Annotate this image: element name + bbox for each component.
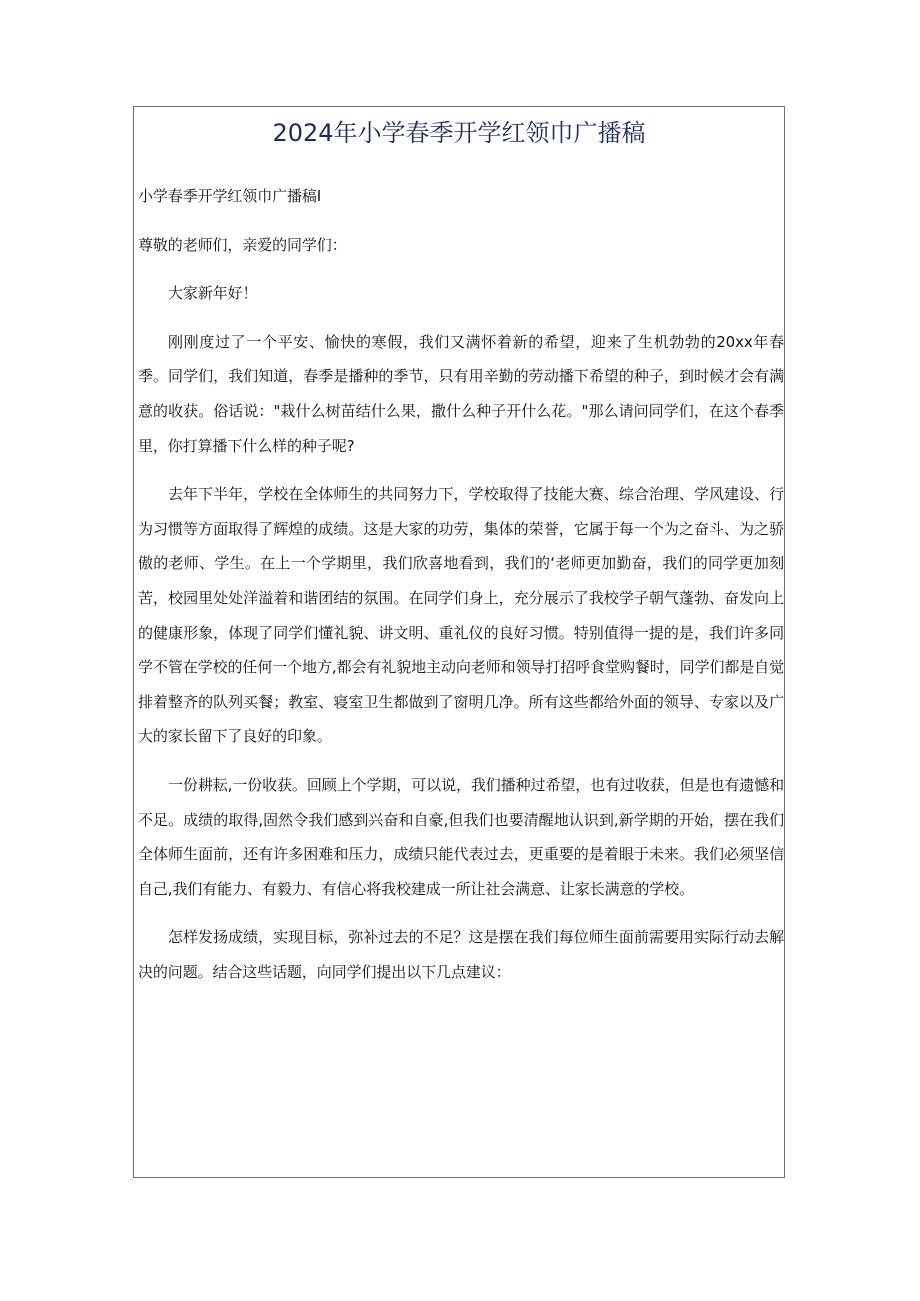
paragraph: 怎样发扬成绩，实现目标，弥补过去的不足？这是摆在我们每位师生面前需要用实际行动去解决的问题。结合这些话题，向同学们提出以下几点建议： <box>138 928 784 981</box>
paragraph: 刚刚度过了一个平安、愉快的寒假，我们又满怀着新的希望，迎来了生机勃勃的20xx年春季。同学们，我们知道，春季是播种的季节，只有用辛勤的劳动播下希望的种子，到时候才会有满意的收获。俗话说："栽什么树苗结什么果，撒什么种子开什么花。"那么请问同学们，在这个春季里，你打算播下什么样的种子呢? <box>138 332 784 455</box>
paragraph: 一份耕耘,一份收获。回顾上个学期，可以说，我们播种过希望，也有过收获，但是也有遗憾和不足。成绩的取得,固然令我们感到兴奋和自豪,但我们也要清醒地认识到,新学期的开始，摆在我们全体师生面前，还有许多困难和压力，成绩只能代表过去，更重要的是着眼于未来。我们必须坚信自己,我们有能力、有毅力、有信心将我校建成一所让社会满意、让家长满意的学校。 <box>138 775 784 898</box>
document-subtitle: 小学春季开学红领巾广播稿Ⅰ <box>138 187 322 205</box>
paragraph: 去年下半年，学校在全体师生的共同努力下，学校取得了技能大赛、综合治理、学风建设、行为习惯等方面取得了辉煌的成绩。这是大家的功劳，集体的荣誉，它属于每一个为之奋斗、为之骄傲的老师、学生。在上一个学期里，我们欣喜地看到，我们的‘老师更加勤奋，我们的同学更加刻苦，校园里处处洋溢着和谐团结的氛围。在同学们身上，充分展示了我校学子朝气蓬勃、奋发向上的健康形象，体现了同学们懂礼貌、讲文明、重礼仪的良好习惯。特别值得一提的是，我们许多同学不管在学校的任何一个地方,都会有礼貌地主动向老师和领导打招呼食堂购餐时，同学们都是自觉排着整齐的队列买餐；教室、寝室卫生都做到了窗明几净。所有这些都给外面的领导、专家以及广大的家长留下了良好的印象。 <box>138 485 784 746</box>
document-page <box>133 106 785 1178</box>
salutation: 尊敬的老师们，亲爱的同学们： <box>138 235 347 254</box>
document-body <box>138 179 784 1003</box>
document-title: 2024年小学春季开学红领巾广播稿 <box>272 119 646 147</box>
paragraph-greeting: 大家新年好！ <box>168 284 258 303</box>
